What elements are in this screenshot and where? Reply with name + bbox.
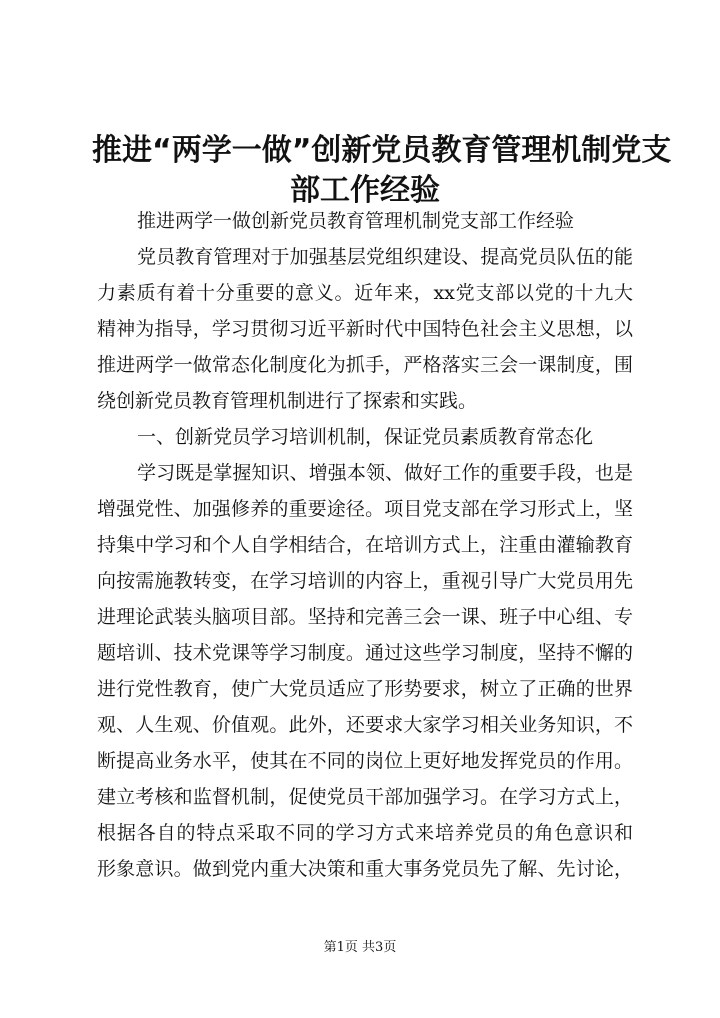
body-text-line: 断提高业务水平，使其在不同的岗位上更好地发挥党员的作用。: [97, 750, 633, 772]
body-text-line: 党员教育管理对于加强基层党组织建设、提高党员队伍的能: [137, 246, 633, 268]
body-text-line: 力素质有着十分重要的意义。近年来，xx党支部以党的十九大: [97, 282, 633, 304]
body-text-line: 推进两学一做创新党员教育管理机制党支部工作经验: [137, 210, 575, 232]
body-text-line: 观、人生观、价值观。此外，还要求大家学习相关业务知识，不: [97, 714, 633, 736]
body-text-line: 推进两学一做常态化制度化为抓手，严格落实三会一课制度，围: [97, 354, 633, 376]
body-text-line: 建立考核和监督机制，促使党员干部加强学习。在学习方式上，: [97, 786, 633, 808]
body-text-line: 一、创新党员学习培训机制，保证党员素质教育常态化: [137, 426, 594, 448]
body-text-line: 精神为指导，学习贯彻习近平新时代中国特色社会主义思想，以: [97, 318, 633, 340]
body-text-line: 形象意识。做到党内重大决策和重大事务党员先了解、先讨论，: [97, 858, 633, 880]
body-text-line: 进行党性教育，使广大党员适应了形势要求，树立了正确的世界: [97, 678, 633, 700]
document-title-line-2: 部工作经验: [290, 173, 440, 208]
body-text-line: 持集中学习和个人自学相结合，在培训方式上，注重由灌输教育: [97, 534, 633, 556]
body-text-line: 向按需施教转变，在学习培训的内容上，重视引导广大党员用先: [97, 570, 633, 592]
body-text-line: 题培训、技术党课等学习制度。通过这些学习制度，坚持不懈的: [97, 642, 633, 664]
body-text-line: 进理论武装头脑项目部。坚持和完善三会一课、班子中心组、专: [97, 606, 633, 628]
body-text-line: 增强党性、加强修养的重要途径。项目党支部在学习形式上，坚: [97, 498, 633, 520]
page-number-footer: 第1页 共3页: [323, 940, 397, 955]
document-title-line-1: 推进“两学一做”创新党员教育管理机制党支: [92, 133, 672, 168]
body-text-line: 根据各自的特点采取不同的学习方式来培养党员的角色意识和: [97, 822, 633, 844]
body-text-line: 绕创新党员教育管理机制进行了探索和实践。: [97, 390, 478, 412]
body-text-line: 学习既是掌握知识、增强本领、做好工作的重要手段，也是: [137, 462, 633, 484]
